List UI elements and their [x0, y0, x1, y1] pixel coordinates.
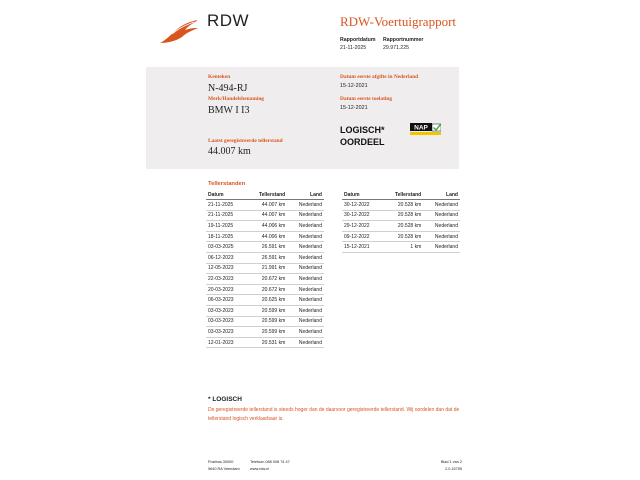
table-row: [206, 252, 324, 263]
table-row: [206, 295, 324, 306]
legend-text: De geregistreerde tellerstand is steeds hoger dan de daarvoor geregistreerde tellerstand. Wij oordelen dan dat de tellerstand logisch verklaarbaar is.: [208, 407, 460, 422]
cell-odo: 44.006 km: [246, 231, 287, 242]
cell-odo: 20.528 km: [382, 231, 423, 242]
cell-odo: 20.672 km: [246, 274, 287, 285]
cell-country: Nederland: [423, 242, 460, 253]
cell-odo: 44.007 km: [246, 200, 287, 211]
summary-panel: [146, 67, 459, 169]
cell-date: 20-03-2023: [206, 284, 246, 295]
table-row: [342, 231, 460, 242]
cell-country: Nederland: [423, 231, 460, 242]
cell-country: Nederland: [287, 263, 324, 274]
cell-date: 21-11-2025: [206, 200, 246, 211]
cell-odo: 20.599 km: [246, 316, 287, 327]
rdw-logo-icon: [158, 17, 200, 45]
cell-country: Nederland: [287, 200, 324, 211]
cell-country: Nederland: [287, 305, 324, 316]
first-registration-label: Datum eerste toelating: [340, 96, 393, 102]
document-title: RDW-Voertuigrapport: [340, 14, 457, 29]
cell-date: 21-11-2025: [206, 210, 246, 221]
verdict-line-2: OORDEEL: [340, 137, 385, 147]
cell-odo: 20.528 km: [382, 221, 423, 232]
report-number-value: 29.971.225: [383, 45, 409, 51]
cell-odo: 20.528 km: [382, 210, 423, 221]
table-row: [206, 231, 324, 242]
cell-date: 03-03-2023: [206, 316, 246, 327]
readings-title: Tellerstanden: [208, 181, 246, 187]
cell-date: 19-11-2025: [206, 221, 246, 232]
cell-date: 30-12-2022: [342, 210, 382, 221]
footer-link[interactable]: www.rdw.nl: [250, 467, 269, 471]
footer-line: 9640 RA Veendam: [208, 467, 240, 471]
cell-odo: 20.672 km: [246, 284, 287, 295]
col-odo-header: Tellerstand: [382, 190, 423, 200]
footer-address: [208, 459, 240, 473]
cell-date: 06-12-2023: [206, 252, 246, 263]
odometer-value: 44.007 km: [208, 146, 251, 157]
report-date-label: Rapportdatum: [340, 37, 376, 43]
cell-date: 29-12-2022: [342, 221, 382, 232]
footer-contact: [250, 459, 290, 473]
cell-date: 06-03-2023: [206, 295, 246, 306]
cell-country: Nederland: [423, 221, 460, 232]
cell-odo: 1 km: [382, 242, 423, 253]
table-row: [206, 316, 324, 327]
cell-odo: 20.599 km: [246, 327, 287, 338]
brand-name: RDW: [207, 11, 250, 30]
first-registration-value: 15-12-2021: [340, 105, 368, 111]
readings-table-right: [342, 190, 460, 253]
cell-date: 09-12-2022: [342, 231, 382, 242]
table-row: [206, 263, 324, 274]
cell-date: 15-12-2021: [342, 242, 382, 253]
cell-odo: 26.591 km: [246, 252, 287, 263]
cell-odo: 20.531 km: [246, 337, 287, 348]
table-row: [206, 242, 324, 253]
footer-line: Blad 1 van 2: [440, 460, 462, 464]
readings-table-left: [206, 190, 324, 348]
cell-date: 12-01-2023: [206, 337, 246, 348]
verdict: [340, 124, 385, 148]
table-row: [206, 210, 324, 221]
cell-date: 30-12-2022: [342, 200, 382, 211]
cell-country: Nederland: [287, 295, 324, 306]
cell-odo: 44.007 km: [246, 210, 287, 221]
table-row: [342, 221, 460, 232]
cell-date: 18-11-2025: [206, 231, 246, 242]
cell-country: Nederland: [287, 284, 324, 295]
cell-date: 03-03-2023: [206, 327, 246, 338]
plate-value: N-494-RJ: [208, 83, 248, 94]
footer-line: 2.0.15755: [445, 467, 462, 471]
cell-date: 12-05-2023: [206, 263, 246, 274]
cell-country: Nederland: [287, 210, 324, 221]
cell-country: Nederland: [287, 221, 324, 232]
col-country-header: Land: [423, 190, 460, 200]
col-date-header: Datum: [206, 190, 246, 200]
table-row: [206, 337, 324, 348]
cell-country: Nederland: [287, 337, 324, 348]
nap-check-icon: [410, 123, 441, 135]
nap-text: NAP: [414, 124, 428, 132]
plate-label: Kenteken: [208, 74, 231, 80]
make-label: Merk/Handelsbenaming: [208, 96, 265, 102]
table-row: [342, 210, 460, 221]
footer-line: Postbus 30000: [208, 460, 234, 464]
cell-odo: 20.599 km: [246, 305, 287, 316]
cell-country: Nederland: [287, 274, 324, 285]
odometer-label: Laatst geregistreerde tellerstand: [208, 138, 283, 144]
cell-date: 22-03-2023: [206, 274, 246, 285]
cell-date: 03-03-2025: [206, 242, 246, 253]
table-row: [342, 200, 460, 211]
cell-country: Nederland: [423, 200, 460, 211]
report-number-label: Rapportnummer: [383, 37, 424, 43]
cell-country: Nederland: [287, 231, 324, 242]
cell-odo: 26.591 km: [246, 242, 287, 253]
col-odo-header: Tellerstand: [246, 190, 287, 200]
make-value: BMW I I3: [208, 105, 250, 116]
legend-title: * LOGISCH: [208, 396, 242, 403]
table-row: [206, 305, 324, 316]
cell-country: Nederland: [287, 316, 324, 327]
first-admission-value: 15-12-2021: [340, 83, 368, 89]
table-row: [342, 242, 460, 253]
table-row: [206, 284, 324, 295]
cell-date: 03-03-2023: [206, 305, 246, 316]
table-row: [206, 200, 324, 211]
cell-country: Nederland: [287, 252, 324, 263]
cell-country: Nederland: [423, 210, 460, 221]
cell-odo: 20.528 km: [382, 200, 423, 211]
cell-country: Nederland: [287, 327, 324, 338]
footer-page: [420, 459, 462, 473]
cell-odo: 21.991 km: [246, 263, 287, 274]
cell-country: Nederland: [287, 242, 324, 253]
verdict-line-1: LOGISCH*: [340, 125, 385, 135]
cell-odo: 44.006 km: [246, 221, 287, 232]
col-country-header: Land: [287, 190, 324, 200]
report-date-value: 21-11-2025: [340, 45, 367, 51]
col-date-header: Datum: [342, 190, 382, 200]
first-admission-label: Datum eerste afgifte in Nederland: [340, 74, 419, 80]
footer-line: Telefoon 088 008 74 47: [250, 460, 290, 464]
table-row: [206, 274, 324, 285]
table-row: [206, 221, 324, 232]
cell-odo: 20.625 km: [246, 295, 287, 306]
table-row: [206, 327, 324, 338]
